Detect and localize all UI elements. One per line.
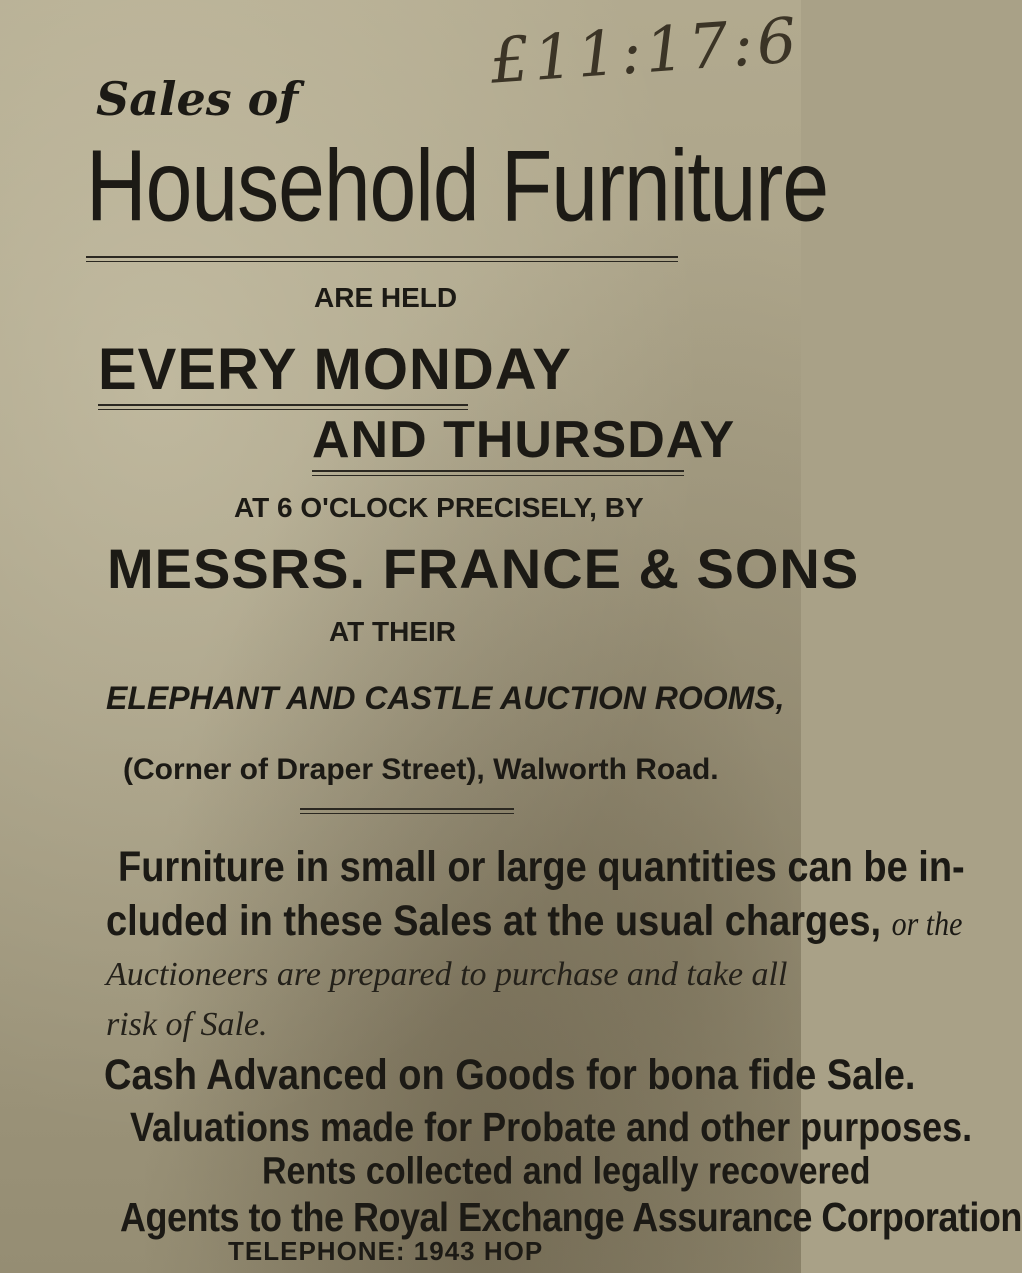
handwritten-line-3: Auctioneers are prepared to purchase and take all xyxy=(106,956,788,993)
every-monday-heading: EVERY MONDAY xyxy=(98,337,572,402)
household-furniture-heading: Household Furniture xyxy=(86,129,829,242)
valuations-line: Valuations made for Probate and other purposes. xyxy=(130,1104,973,1150)
body-line-2 xyxy=(106,898,962,946)
heading-rule-1 xyxy=(86,256,678,262)
cash-advanced-line: Cash Advanced on Goods for bona fide Sale. xyxy=(104,1052,916,1100)
auctioneer-name: MESSRS. FRANCE & SONS xyxy=(107,537,860,600)
are-held-text: ARE HELD xyxy=(314,282,458,313)
body-line-2-handwritten: or the xyxy=(891,905,963,943)
handwritten-line-4: risk of Sale. xyxy=(106,1006,268,1043)
address-rule xyxy=(300,808,514,814)
body-line-1: Furniture in small or large quantities can be in- xyxy=(118,844,965,892)
telephone-line: TELEPHONE: 1943 HOP xyxy=(228,1236,544,1266)
rents-line: Rents collected and legally recovered xyxy=(262,1150,871,1193)
body-line-2-print: cluded in these Sales at the usual charges, xyxy=(106,898,882,946)
handwritten-price-note: £11:17:6 xyxy=(487,3,803,98)
time-text: AT 6 O'CLOCK PRECISELY, BY xyxy=(234,492,644,523)
and-thursday-heading: AND THURSDAY xyxy=(312,411,736,469)
auction-rooms-name: ELEPHANT AND CASTLE AUCTION ROOMS, xyxy=(106,680,785,716)
address-text: (Corner of Draper Street), Walworth Road. xyxy=(123,753,719,786)
sales-of-heading: Sales of xyxy=(96,72,299,126)
agents-line: Agents to the Royal Exchange Assurance Corporation xyxy=(120,1194,1022,1240)
heading-rule-3 xyxy=(312,470,684,476)
at-their-text: AT THEIR xyxy=(329,616,457,647)
